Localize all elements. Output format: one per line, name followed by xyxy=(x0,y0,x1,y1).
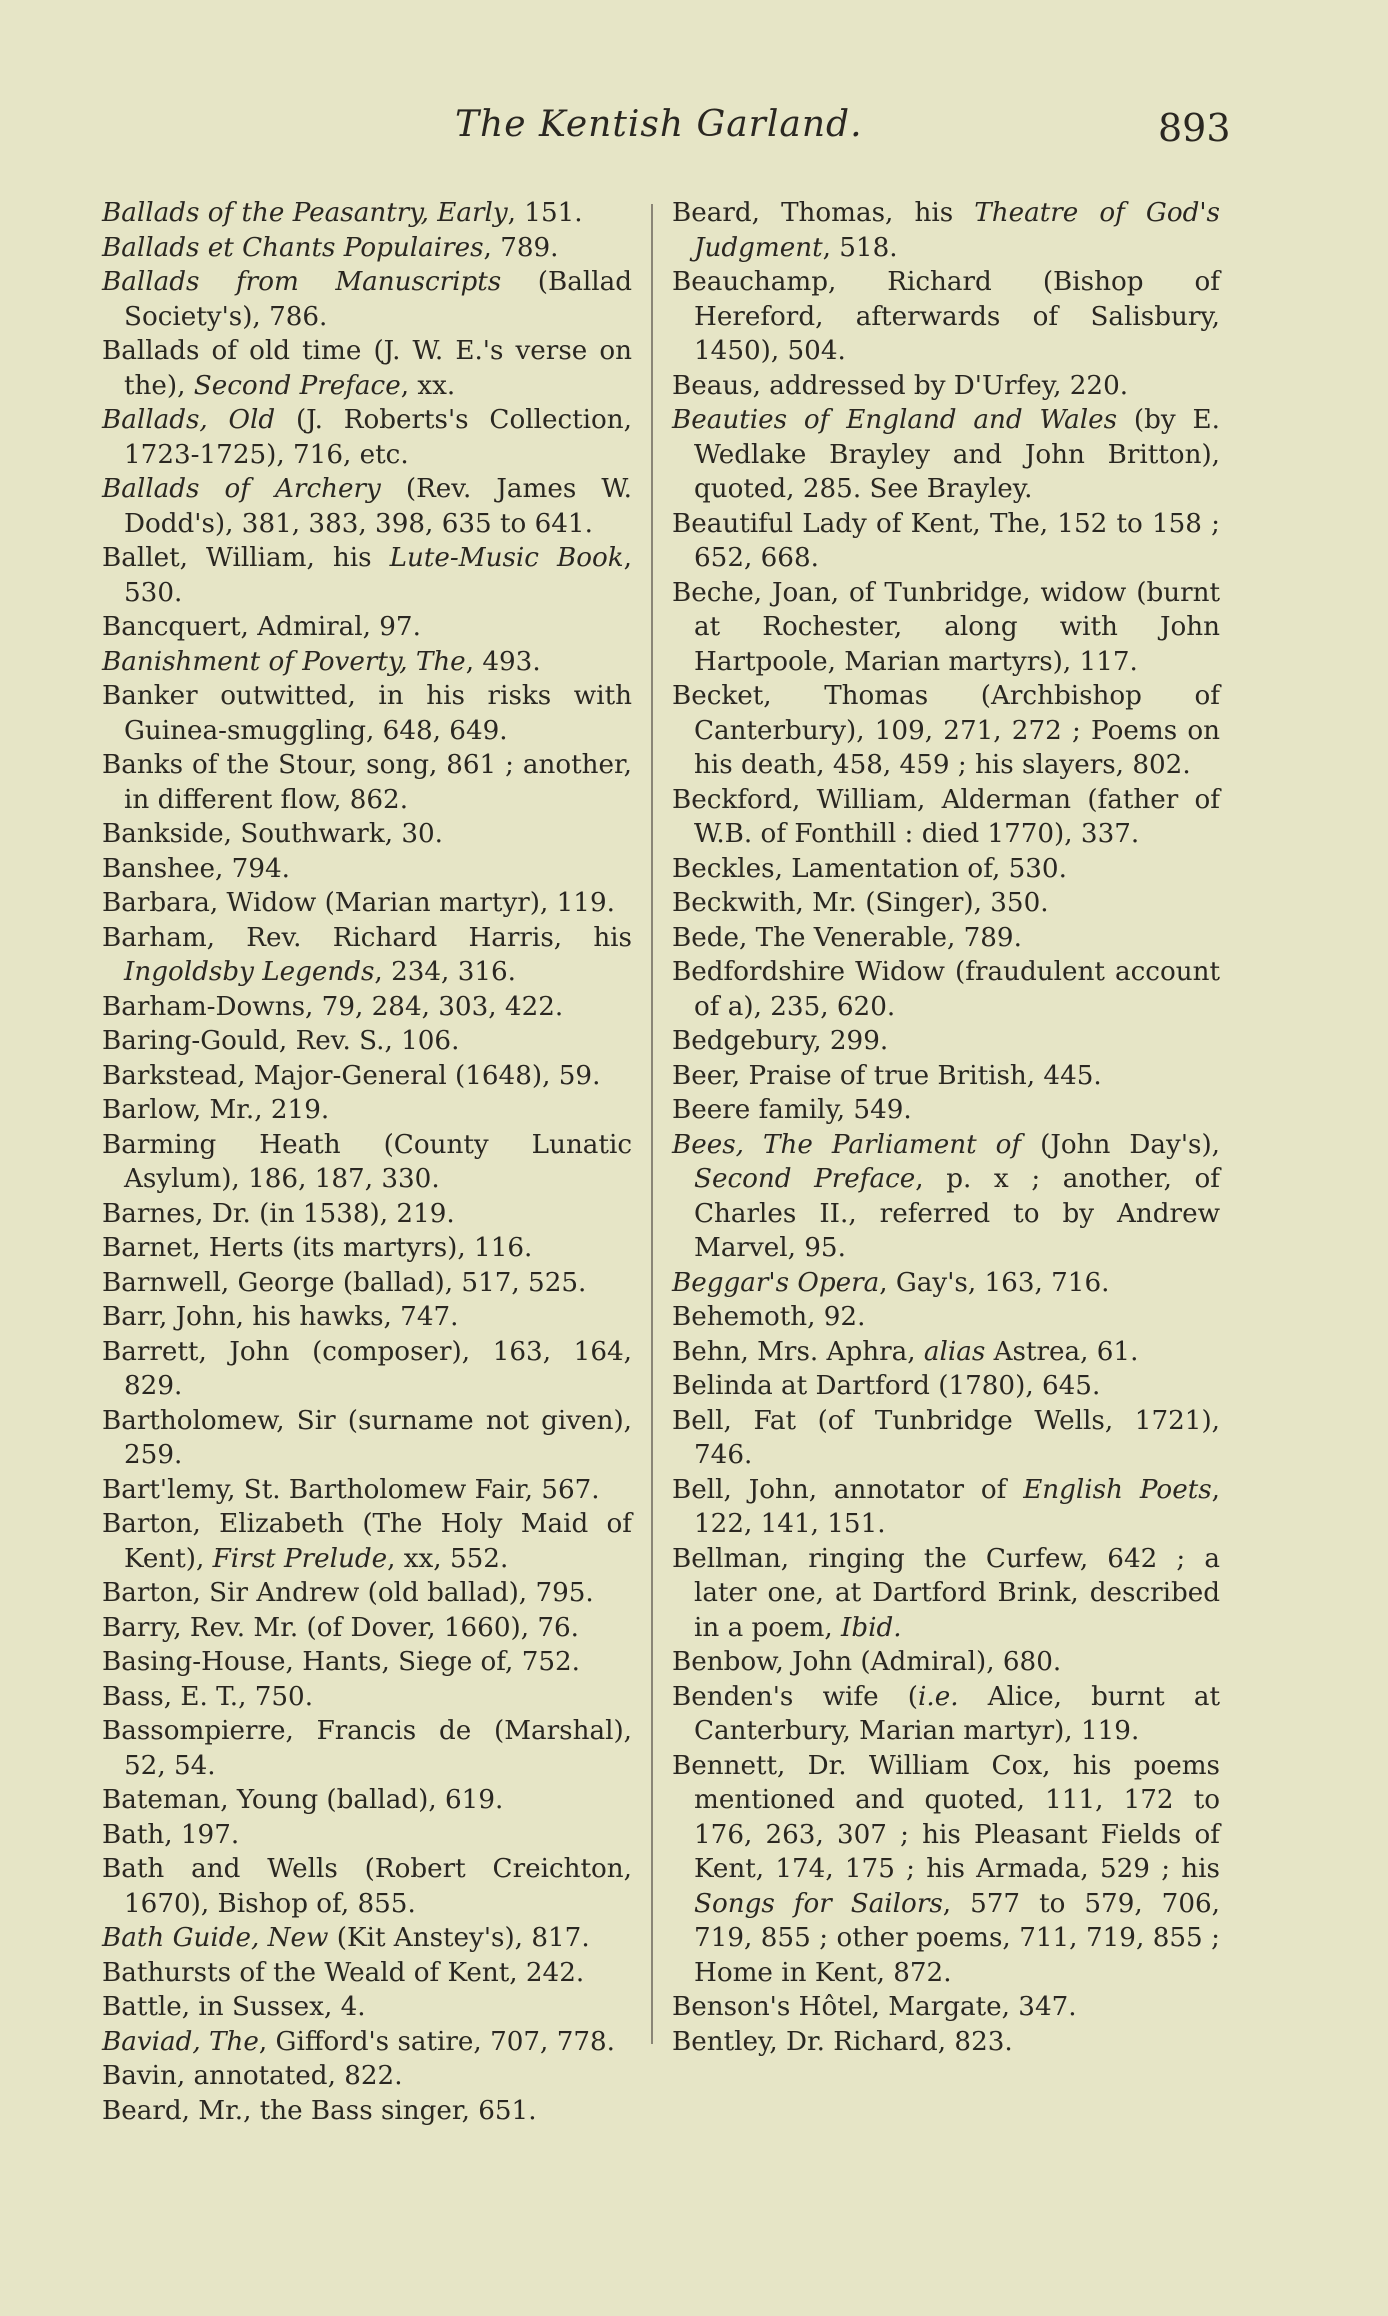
index-entry xyxy=(102,1680,632,1715)
index-entry-italic-text: Songs for Sailors xyxy=(694,1888,943,1919)
index-entry-text: , xx, 552. xyxy=(387,1543,509,1574)
index-entry-italic-text: Ingoldsby Legends xyxy=(124,957,375,987)
index-entry xyxy=(102,2094,632,2129)
index-entry xyxy=(102,610,632,645)
index-entry-text: Alice, burnt at Canterbury, Marian martyr), 119. xyxy=(694,1681,1220,1746)
index-entry xyxy=(102,921,632,990)
index-entry xyxy=(672,1990,1220,2025)
index-entry-italic-text: Baviad, The xyxy=(102,2026,259,2057)
index-entry-italic-text: Ballads et Chants Populaires xyxy=(102,232,484,263)
index-entry xyxy=(672,921,1220,956)
index-entry-text: Bellman, ringing the Curfew, 642 ; a later one, at Dartford Brink, described in a poem, xyxy=(672,1543,1220,1643)
index-entry xyxy=(102,1128,632,1197)
index-entry xyxy=(102,1990,632,2025)
index-entry xyxy=(672,196,1220,265)
index-entry-italic-text: Ballads from Manuscripts xyxy=(102,267,502,297)
index-entry-text: , 577 to 579, 706, 719, 855 ; other poems, 711, 719, 855 ; Home in Kent, 872. xyxy=(694,1888,1220,1988)
index-entry-text: Barnet, Herts (its martyrs), 116. xyxy=(102,1233,533,1263)
index-entry-italic-text: Banishment of Poverty, The xyxy=(102,646,466,677)
index-entry-text: Beautiful Lady of Kent, The, 152 to 158 ; 652, 668. xyxy=(672,508,1220,573)
index-entry-italic-text: Second Preface xyxy=(694,1164,916,1194)
index-entry-text: Beche, Joan, of Tunbridge, widow (burnt at Rochester, along with John Hartpoole, Marian martyrs), 117. xyxy=(672,577,1220,677)
index-entry-italic-text: Ballads, Old xyxy=(102,405,276,435)
index-entry-text: Bede, The Venerable, 789. xyxy=(672,922,1022,953)
index-entry-text: Barham-Downs, 79, 284, 303, 422. xyxy=(102,991,564,1022)
index-entry-text: , 493. xyxy=(465,646,541,677)
index-entry-text: Barnwell, George (ballad), 517, 525. xyxy=(102,1267,587,1298)
index-entry-text: , xx. xyxy=(400,370,456,401)
index-entry xyxy=(672,1404,1220,1473)
index-entry xyxy=(102,1818,632,1853)
index-entry-text: Beckwith, Mr. (Singer), 350. xyxy=(672,888,1049,918)
index-entry xyxy=(102,403,632,472)
index-entry-italic-text: Beauties of England and Wales xyxy=(672,405,1118,435)
index-entry xyxy=(102,1507,632,1576)
index-entry-text: Belinda at Dartford (1780), 645. xyxy=(672,1371,1101,1401)
index-entry-text: (by E. Wedlake Brayley and John Britton), quoted, 285. See Brayley. xyxy=(694,405,1220,504)
index-entry xyxy=(102,1266,632,1301)
index-entry-italic-text: English Poets xyxy=(1023,1474,1212,1505)
index-entry xyxy=(672,886,1220,921)
index-entry xyxy=(102,472,632,541)
page-header xyxy=(0,104,1388,164)
index-entry-text: Barton, Sir Andrew (old ballad), 795. xyxy=(102,1578,594,1608)
index-entry-text: Baring-Gould, Rev. S., 106. xyxy=(102,1026,460,1056)
index-entry-text: Barming Heath (County Lunatic Asylum), 186, 187, 330. xyxy=(102,1129,632,1194)
index-entry xyxy=(672,265,1220,369)
index-entry-text: Barry, Rev. Mr. (of Dover, 1660), 76. xyxy=(102,1612,580,1643)
index-entry xyxy=(102,1645,632,1680)
index-column-left xyxy=(102,196,632,2128)
index-entry xyxy=(102,1921,632,1956)
index-entry-text: Beauchamp, Richard (Bishop of Hereford, afterwards of Salisbury, 1450), 504. xyxy=(672,267,1220,366)
index-entry xyxy=(102,1783,632,1818)
index-entry xyxy=(102,852,632,887)
index-entry-text: Benbow, John (Admiral), 680. xyxy=(672,1647,1062,1677)
index-entry xyxy=(672,576,1220,680)
index-entry xyxy=(102,1231,632,1266)
index-entry xyxy=(102,1404,632,1473)
index-entry-text: , 530. xyxy=(124,543,632,608)
index-entry xyxy=(102,645,632,680)
index-entry-italic-text: Bees, The Parliament of xyxy=(672,1129,1022,1160)
index-entry-text: Bankside, Southwark, 30. xyxy=(102,819,443,849)
index-entry xyxy=(102,1335,632,1404)
index-entry-text: Bennett, Dr. William Cox, his poems mentioned and quoted, 111, 172 to 176, 263, 307 ; his Pleasant Fields of Kent, 174, 175 ; his Armada, 529 ; his xyxy=(672,1750,1220,1884)
index-entry-italic-text: Theatre of God's Judgment xyxy=(694,198,1220,263)
index-entry-text: (Rev. James W. Dodd's), 381, 383, 398, 635 to 641. xyxy=(124,474,632,539)
index-entry xyxy=(672,507,1220,576)
index-entry-text: Bell, John, annotator of xyxy=(672,1474,1024,1505)
index-entry xyxy=(102,2059,632,2094)
index-entry xyxy=(672,1542,1220,1646)
index-entry-text: Beckford, William, Alderman (father of W.B. of Fonthill : died 1770), 337. xyxy=(672,784,1220,849)
index-entry-italic-text: alias xyxy=(923,1336,986,1367)
index-entry xyxy=(672,1128,1220,1266)
index-entry-text: Beard, Mr., the Bass singer, 651. xyxy=(102,2095,537,2126)
index-entry xyxy=(672,852,1220,887)
index-entry-text: Bedgebury, 299. xyxy=(672,1026,889,1056)
index-entry xyxy=(672,1059,1220,1094)
index-entry xyxy=(672,1335,1220,1370)
index-entry-text: Bass, E. T., 750. xyxy=(102,1681,314,1712)
index-entry xyxy=(672,1300,1220,1335)
index-entry-text: Bath, 197. xyxy=(102,1819,240,1850)
index-entry xyxy=(672,2025,1220,2060)
index-entry xyxy=(102,1093,632,1128)
index-entry-text: Beere family, 549. xyxy=(672,1095,912,1125)
index-entry xyxy=(102,1059,632,1094)
index-entry-italic-text: Ibid. xyxy=(841,1612,902,1643)
index-entry xyxy=(102,990,632,1025)
index-entry-text: Bancquert, Admiral, 97. xyxy=(102,612,421,642)
index-entry-text: , Gay's, 163, 716. xyxy=(879,1267,1110,1298)
index-entry-italic-text: i.e. xyxy=(918,1681,959,1712)
page-number: 893 xyxy=(1158,106,1231,150)
index-entry-text: Beard, Thomas, his xyxy=(672,198,975,228)
index-entry-text: Bell, Fat (of Tunbridge Wells, 1721), 746. xyxy=(672,1405,1220,1470)
index-entry xyxy=(102,817,632,852)
index-entry-text: Banks of the Stour, song, 861 ; another, in different flow, 862. xyxy=(102,750,632,815)
index-entry-text: Bathursts of the Weald of Kent, 242. xyxy=(102,1957,585,1988)
index-entry-text: , 234, 316. xyxy=(374,957,517,987)
index-entry-text: (Ballad Society's), 786. xyxy=(124,267,632,332)
index-entry xyxy=(672,1093,1220,1128)
index-entry xyxy=(102,1611,632,1646)
index-entry-text: , p. x ; another, of Charles II., referred to by Andrew Marvel, 95. xyxy=(694,1164,1220,1263)
index-entry-text: (J. Roberts's Collection, 1723-1725), 716, etc. xyxy=(124,405,632,470)
index-column-right xyxy=(672,196,1220,2059)
index-entry xyxy=(102,886,632,921)
index-entry-text: Bateman, Young (ballad), 619. xyxy=(102,1785,504,1815)
index-entry-text: Basing-House, Hants, Siege of, 752. xyxy=(102,1647,581,1677)
index-entry xyxy=(102,1197,632,1232)
index-entry-text: Barbara, Widow (Marian martyr), 119. xyxy=(102,888,615,918)
index-entry-text: Barrett, John (composer), 163, 164, 829. xyxy=(102,1336,632,1401)
index-entry xyxy=(102,748,632,817)
index-entry xyxy=(672,955,1220,1024)
index-entry xyxy=(672,1369,1220,1404)
index-entry-italic-text: Ballads of the Peasantry, Early xyxy=(102,198,508,228)
index-entry xyxy=(102,1300,632,1335)
index-entry xyxy=(672,783,1220,852)
index-entry xyxy=(102,231,632,266)
index-entry-text: (Kit Anstey's), 817. xyxy=(328,1923,590,1953)
index-entry-text: Beaus, addressed by D'Urfey, 220. xyxy=(672,370,1129,401)
index-entry-text: Becket, Thomas (Archbishop of Canterbury), 109, 271, 272 ; Poems on his death, 458, 459 ; his slayers, 802. xyxy=(672,681,1220,780)
index-entry xyxy=(672,1473,1220,1542)
index-entry-italic-text: Lute-Music Book xyxy=(389,543,624,573)
index-entry-text: Bart'lemy, St. Bartholomew Fair, 567. xyxy=(102,1474,600,1505)
index-entry-text: Barkstead, Major-General (1648), 59. xyxy=(102,1060,601,1091)
index-entry-italic-text: Ballads of Archery xyxy=(102,474,381,504)
index-entry xyxy=(102,265,632,334)
index-entry-text: Barnes, Dr. (in 1538), 219. xyxy=(102,1198,455,1229)
index-entry xyxy=(672,403,1220,507)
index-entry xyxy=(672,1680,1220,1749)
index-entry-text: , 151. xyxy=(507,198,583,228)
index-entry-text: Bassompierre, Francis de (Marshal), 52, 54. xyxy=(102,1716,632,1781)
index-entry-text: Benden's wife ( xyxy=(672,1681,918,1712)
index-entry xyxy=(102,196,632,231)
index-entry xyxy=(102,1956,632,1991)
index-entry-text: Behemoth, 92. xyxy=(672,1302,866,1332)
index-entry-text: Bath and Wells (Robert Creichton, 1670), Bishop of, 855. xyxy=(102,1854,632,1919)
index-entry-text: Behn, Mrs. Aphra, xyxy=(672,1336,924,1367)
index-entry-text: Barlow, Mr., 219. xyxy=(102,1095,330,1125)
index-entry-text: Barham, Rev. Richard Harris, his xyxy=(102,922,632,953)
index-entry xyxy=(102,679,632,748)
index-entry xyxy=(672,1266,1220,1301)
index-entry-italic-text: First Prelude xyxy=(212,1543,388,1574)
index-entry xyxy=(672,1024,1220,1059)
index-entry-text: Barton, Elizabeth (The Holy Maid of Kent), xyxy=(102,1509,632,1574)
index-entry-text: Bentley, Dr. Richard, 823. xyxy=(672,2026,1013,2057)
index-entry xyxy=(102,541,632,610)
column-divider xyxy=(651,204,653,2044)
index-entry xyxy=(672,369,1220,404)
index-entry-text: Beckles, Lamentation of, 530. xyxy=(672,853,1067,884)
index-entry xyxy=(102,1024,632,1059)
index-entry-text: Battle, in Sussex, 4. xyxy=(102,1992,366,2022)
index-entry xyxy=(102,1576,632,1611)
index-entry xyxy=(672,1645,1220,1680)
index-entry xyxy=(102,334,632,403)
index-entry-text: (John Day's), xyxy=(1021,1129,1221,1160)
index-entry-text: Beer, Praise of true British, 445. xyxy=(672,1060,1102,1091)
index-entry-italic-text: Beggar's Opera xyxy=(672,1267,880,1298)
index-entry-text: Benson's Hôtel, Margate, 347. xyxy=(672,1992,1077,2022)
index-entry-italic-text: Bath Guide, New xyxy=(102,1923,329,1953)
index-entry-text: Bedfordshire Widow (fraudulent account of a), 235, 620. xyxy=(672,957,1220,1022)
index-entry-italic-text: Second Preface xyxy=(193,370,401,401)
index-entry xyxy=(672,679,1220,783)
index-entry xyxy=(102,1852,632,1921)
index-entry-text: Barr, John, his hawks, 747. xyxy=(102,1302,459,1332)
index-entry-text: , 122, 141, 151. xyxy=(694,1474,1220,1539)
index-entry xyxy=(102,2025,632,2060)
running-title: The Kentish Garland. xyxy=(455,104,863,145)
index-entry-text: Astrea, 61. xyxy=(985,1336,1139,1367)
index-entry-text: Ballet, William, his xyxy=(102,543,390,573)
index-entry-text: Ballads of old time (J. W. E.'s verse on the), xyxy=(102,336,632,401)
index-entry-text: Bavin, annotated, 822. xyxy=(102,2061,403,2091)
index-entry-text: Banshee, 794. xyxy=(102,853,290,884)
index-entry-text: , 518. xyxy=(822,232,898,263)
index-entry-text: Bartholomew, Sir (surname not given), 259. xyxy=(102,1405,632,1470)
index-entry-text: Banker outwitted, in his risks with Guinea-smuggling, 648, 649. xyxy=(102,681,632,746)
index-entry-text: , Gifford's satire, 707, 778. xyxy=(258,2026,616,2057)
index-entry xyxy=(102,1714,632,1783)
index-entry xyxy=(102,1473,632,1508)
index-entry-text: , 789. xyxy=(483,232,559,263)
index-entry xyxy=(672,1749,1220,1991)
